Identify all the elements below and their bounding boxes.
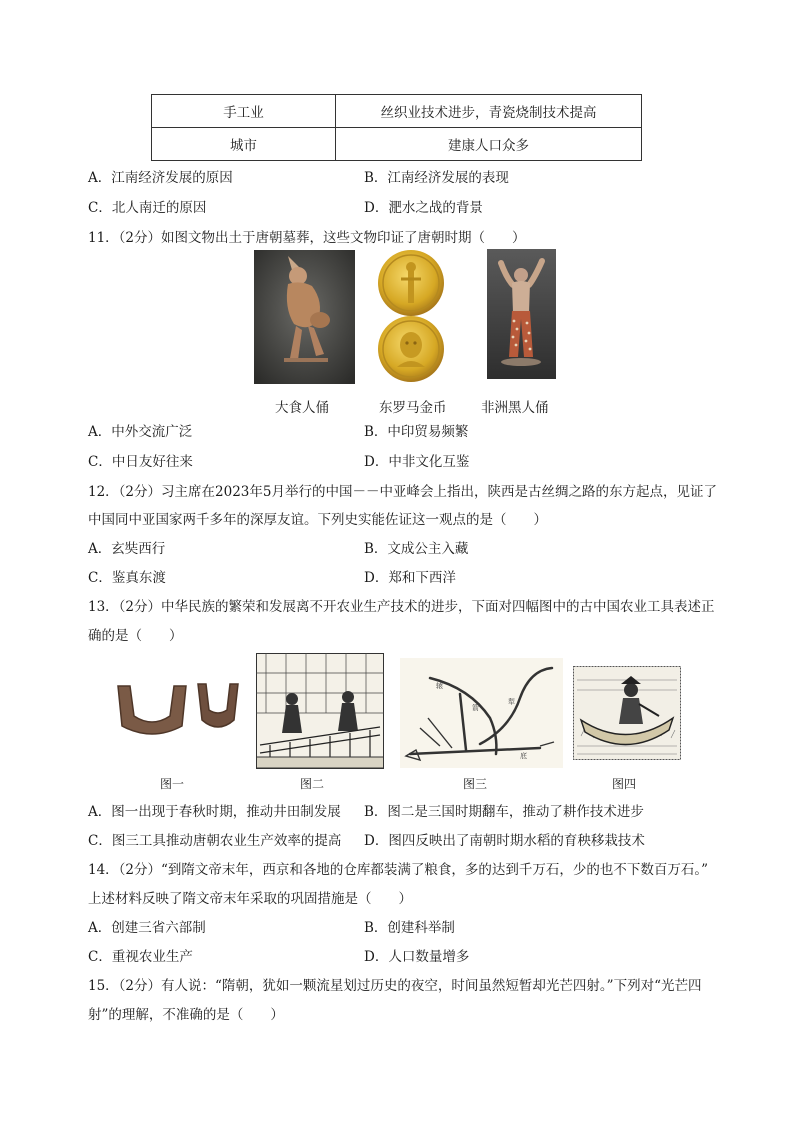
q13-option-a[interactable]: A．图一出现于春秋时期，推动井田制发展: [88, 804, 341, 820]
table-cell: 手工业: [152, 95, 336, 128]
q14-option-b[interactable]: B．创建科举制: [364, 920, 455, 936]
info-table: [151, 94, 642, 161]
q10-option-b[interactable]: B．江南经济发展的表现: [364, 170, 509, 186]
q10-option-a[interactable]: A．江南经济发展的原因: [88, 170, 233, 186]
table-row: [152, 128, 642, 161]
q11-option-a[interactable]: A．中外交流广泛: [88, 424, 193, 440]
q11-option-c[interactable]: C．中日友好往来: [88, 454, 193, 470]
q14-option-a[interactable]: A．创建三省六部制: [88, 920, 206, 936]
q10-option-c[interactable]: C．北人南迁的原因: [88, 200, 207, 216]
byzantine-gold-coin-image: [375, 249, 447, 383]
curved-plough-diagram-image: [400, 658, 563, 768]
q14-stem-line1: 14．（2分）“到隋文帝末年，西京和各地的仓库都装满了粮食，多的达到千万石，少的也不下数百万石。”: [88, 862, 709, 878]
q14-option-c[interactable]: C．重视农业生产: [88, 949, 193, 965]
figure-caption: 非洲黑人俑: [481, 400, 549, 416]
q12-option-d[interactable]: D．郑和下西洋: [364, 570, 456, 586]
svg-text:犁: 犁: [508, 698, 515, 706]
q13-option-b[interactable]: B．图二是三国时期翻车，推动了耕作技术进步: [364, 804, 644, 820]
q12-option-b[interactable]: B．文成公主入藏: [364, 541, 469, 557]
q13-option-d[interactable]: D．图四反映出了南朝时期水稻的育秧移栽技术: [364, 833, 645, 849]
figure-caption: 东罗马金币: [379, 400, 447, 416]
q12-option-a[interactable]: A．玄奘西行: [88, 541, 166, 557]
q15-stem-line2: 射”的理解，不准确的是（ ）: [88, 1007, 284, 1023]
table-cell: 丝织业技术进步，青瓷烧制技术提高: [336, 95, 642, 128]
q13-stem-line2: 确的是（ ）: [88, 628, 183, 644]
iron-plough-image: [112, 676, 240, 742]
svg-text:底: 底: [520, 752, 527, 760]
table-cell: 建康人口众多: [336, 128, 642, 161]
svg-text:箭: 箭: [472, 704, 479, 712]
figure-caption: 图一: [160, 777, 185, 791]
figure-caption: 图四: [612, 777, 637, 791]
figure-caption: 图二: [300, 777, 325, 791]
table-cell: 城市: [152, 128, 336, 161]
dashi-figurine-image: [254, 250, 355, 384]
svg-text:辕: 辕: [436, 682, 443, 690]
q13-stem-line1: 13．（2分）中华民族的繁荣和发展离不开农业生产技术的进步，下面对四幅图中的古中国农业工具表述正: [88, 599, 715, 615]
q11-option-b[interactable]: B．中印贸易频繁: [364, 424, 469, 440]
q11-option-d[interactable]: D．中非文化互鉴: [364, 454, 470, 470]
q12-option-c[interactable]: C．鉴真东渡: [88, 570, 166, 586]
african-figurine-image: [487, 249, 556, 379]
q15-stem-line1: 15．（2分）有人说：“隋朝，犹如一颗流星划过历史的夜空，时间虽然短暂却光芒四射。”下列对“光芒四: [88, 978, 702, 994]
q12-stem-line2: 中国同中亚国家两千多年的深厚友谊。下列史实能佐证这一观点的是（ ）: [88, 512, 547, 528]
table-row: [152, 95, 642, 128]
q14-option-d[interactable]: D．人口数量增多: [364, 949, 470, 965]
q12-stem-line1: 12．（2分）习主席在2023年5月举行的中国－－中亚峰会上指出，陕西是古丝绸之路的东方起点，见证了: [88, 484, 717, 500]
water-wheel-woodcut-image: [256, 653, 384, 769]
q11-stem: 11．（2分）如图文物出土于唐朝墓葬，这些文物印证了唐朝时期（ ）: [88, 230, 526, 246]
q10-option-d[interactable]: D．淝水之战的背景: [364, 200, 483, 216]
q13-option-c[interactable]: C．图三工具推动唐朝农业生产效率的提高: [88, 833, 342, 849]
seedling-boat-woodcut-image: [573, 666, 681, 760]
figure-caption: 图三: [463, 777, 488, 791]
q14-stem-line2: 上述材料反映了隋文帝末年采取的巩固措施是（ ）: [88, 891, 412, 907]
figure-caption: 大食人俑: [275, 400, 329, 416]
